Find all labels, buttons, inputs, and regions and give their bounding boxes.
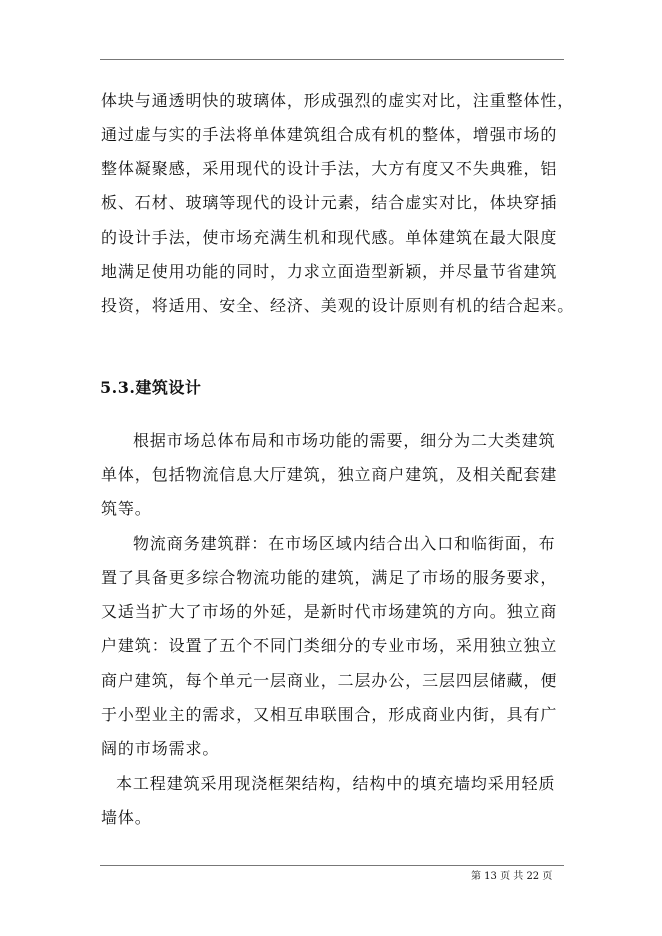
text-line: 投资，将适用、安全、经济、美观的设计原则有机的结合起来。 <box>101 296 575 315</box>
text-line: 于小型业主的需求，又相互串联围合，形成商业内街，具有广 <box>101 705 558 724</box>
text-line: 又适当扩大了市场的外延，是新时代市场建筑的方向。独立商 <box>101 602 558 621</box>
text-line: 户建筑：设置了五个不同门类细分的专业市场，采用独立独立 <box>101 636 558 655</box>
text-line: 板、石材、玻璃等现代的设计元素，结合虚实对比，体块穿插 <box>101 193 558 212</box>
text-line: 物流商务建筑群：在市场区域内结合出入口和临街面，布 <box>133 534 556 553</box>
text-line: 阔的市场需求。 <box>101 739 220 758</box>
text-line: 的设计手法，使市场充满生机和现代感。单体建筑在最大限度 <box>101 228 558 247</box>
footer-rule <box>100 865 564 866</box>
page-number: 第 13 页 共 22 页 <box>471 871 553 882</box>
text-line: 体块与通透明快的玻璃体，形成强烈的虚实对比，注重整体性， <box>101 91 575 110</box>
text-line: 墙体。 <box>101 808 152 827</box>
text-line: 单体，包括物流信息大厅建筑，独立商户建筑，及相关配套建 <box>101 465 558 484</box>
text-line: 置了具备更多综合物流功能的建筑，满足了市场的服务要求， <box>101 568 558 587</box>
text-line: 筑等。 <box>101 499 152 518</box>
section-heading: 5.3.建筑设计 <box>100 378 202 397</box>
text-line: 商户建筑，每个单元一层商业，二层办公，三层四层储藏，便 <box>101 671 558 690</box>
text-line: 通过虚与实的手法将单体建筑组合成有机的整体，增强市场的 <box>101 125 558 144</box>
text-line: 整体凝聚感，采用现代的设计手法，大方有度又不失典雅，铝 <box>101 159 558 178</box>
text-line: 本工程建筑采用现浇框架结构，结构中的填充墙均采用轻质 <box>116 774 556 793</box>
header-rule <box>100 59 564 60</box>
text-line: 根据市场总体布局和市场功能的需要，细分为二大类建筑 <box>133 431 556 450</box>
text-line: 地满足使用功能的同时，力求立面造型新颖，并尽量节省建筑 <box>101 262 558 281</box>
